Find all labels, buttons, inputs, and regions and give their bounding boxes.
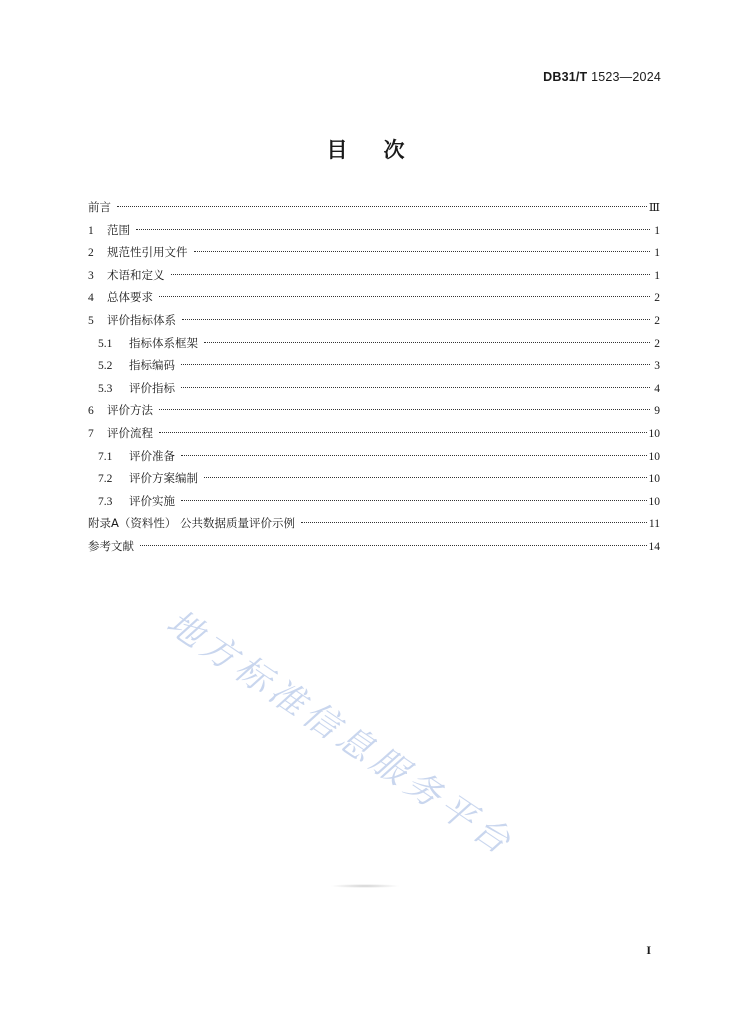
toc-entry-page: 4 [654, 382, 660, 395]
standard-code-year: 1523—2024 [591, 70, 661, 84]
toc-entry-label: 评价方法 [107, 403, 153, 418]
toc-entry-number: 7.3 [98, 495, 113, 508]
toc-entry-page: 1 [654, 269, 660, 282]
toc-entry-label: 附录A（资料性） 公共数据质量评价示例 [88, 516, 296, 531]
toc-entry-number: 5.2 [98, 360, 113, 373]
toc-dot-leader [181, 364, 650, 365]
toc-entry-label: 评价指标体系 [107, 312, 176, 327]
toc-entry-page: 10 [648, 495, 660, 508]
toc-entry-label: 评价指标 [129, 380, 175, 395]
toc-entry-2[interactable] [88, 241, 660, 264]
toc-entry-number: 4 [88, 292, 94, 305]
toc-entry-page: Ⅲ [648, 202, 660, 214]
toc-entry-number: 6 [88, 405, 94, 418]
page-number: I [646, 943, 651, 957]
toc-entry-number: 7.2 [98, 473, 113, 486]
toc-entry-number: 5.3 [98, 382, 113, 395]
toc-dot-leader [181, 387, 650, 388]
standard-code [543, 70, 661, 84]
toc-entry-appendix-a[interactable] [88, 512, 660, 535]
toc-entry-page: 2 [654, 337, 660, 350]
toc-entry-page: 1 [654, 247, 660, 260]
toc-dot-leader [117, 206, 647, 207]
toc-entry-page: 14 [648, 540, 660, 553]
toc-entry-number: 7 [88, 427, 94, 440]
toc-entry-1[interactable] [88, 219, 660, 242]
toc-entry-label: 前言 [88, 200, 111, 214]
toc-entry-number: 2 [88, 247, 94, 260]
toc-entry-7-3[interactable] [88, 490, 660, 513]
toc-entry-label: 评价实施 [129, 493, 175, 508]
toc-entry-number: 1 [88, 224, 94, 237]
toc-entry-number: 5.1 [98, 337, 113, 350]
toc-dot-leader [140, 545, 647, 546]
page-title [0, 134, 731, 164]
toc-dot-leader [136, 229, 650, 230]
toc-entry-6[interactable] [88, 399, 660, 422]
toc-entry-label: 评价流程 [107, 425, 153, 440]
table-of-contents [88, 196, 660, 558]
toc-entry-5-2[interactable] [88, 354, 660, 377]
page-title-char-2: 次 [383, 138, 405, 162]
toc-entry-5[interactable] [88, 309, 660, 332]
toc-entry-label: 评价准备 [129, 448, 175, 463]
toc-entry-number: 3 [88, 269, 94, 282]
toc-dot-leader [181, 455, 647, 456]
scan-smudge [330, 884, 400, 888]
toc-dot-leader [181, 500, 647, 501]
toc-dot-leader [204, 342, 650, 343]
toc-entry-3[interactable] [88, 264, 660, 287]
toc-entry-page: 9 [654, 405, 660, 418]
toc-entry-label: 术语和定义 [107, 267, 165, 282]
toc-entry-4[interactable] [88, 286, 660, 309]
toc-entry-page: 3 [654, 360, 660, 373]
toc-entry-label: 评价方案编制 [129, 471, 198, 486]
toc-entry-number: 7.1 [98, 450, 113, 463]
toc-entry-label: 范围 [107, 222, 130, 237]
toc-dot-leader [159, 296, 650, 297]
toc-dot-leader [301, 522, 647, 523]
toc-dot-leader [159, 432, 647, 433]
toc-entry-7-2[interactable] [88, 467, 660, 490]
toc-entry-label: 指标编码 [129, 358, 175, 373]
toc-entry-label: 指标体系框架 [129, 335, 198, 350]
toc-entry-foreword[interactable] [88, 196, 660, 219]
toc-entry-label: 总体要求 [107, 290, 153, 305]
toc-entry-page: 11 [648, 518, 660, 531]
toc-dot-leader [182, 319, 650, 320]
toc-entry-page: 1 [654, 224, 660, 237]
toc-dot-leader [171, 274, 651, 275]
toc-entry-5-1[interactable] [88, 332, 660, 355]
toc-entry-page: 10 [648, 427, 660, 440]
toc-entry-page: 2 [654, 314, 660, 327]
standard-code-prefix: DB31/T [543, 70, 588, 84]
toc-entry-7[interactable] [88, 422, 660, 445]
toc-entry-references[interactable] [88, 535, 660, 558]
toc-dot-leader [194, 251, 651, 252]
toc-entry-page: 10 [648, 473, 660, 486]
toc-entry-label: 参考文献 [88, 538, 134, 553]
watermark: 地方标准信息服务平台 [159, 602, 522, 866]
toc-entry-7-1[interactable] [88, 445, 660, 468]
toc-entry-5-3[interactable] [88, 377, 660, 400]
toc-entry-page: 10 [648, 450, 660, 463]
page-title-char-1: 目 [326, 138, 348, 162]
toc-entry-label: 规范性引用文件 [107, 245, 188, 260]
toc-entry-page: 2 [654, 292, 660, 305]
toc-entry-number: 5 [88, 314, 94, 327]
toc-dot-leader [159, 409, 650, 410]
toc-dot-leader [204, 477, 647, 478]
